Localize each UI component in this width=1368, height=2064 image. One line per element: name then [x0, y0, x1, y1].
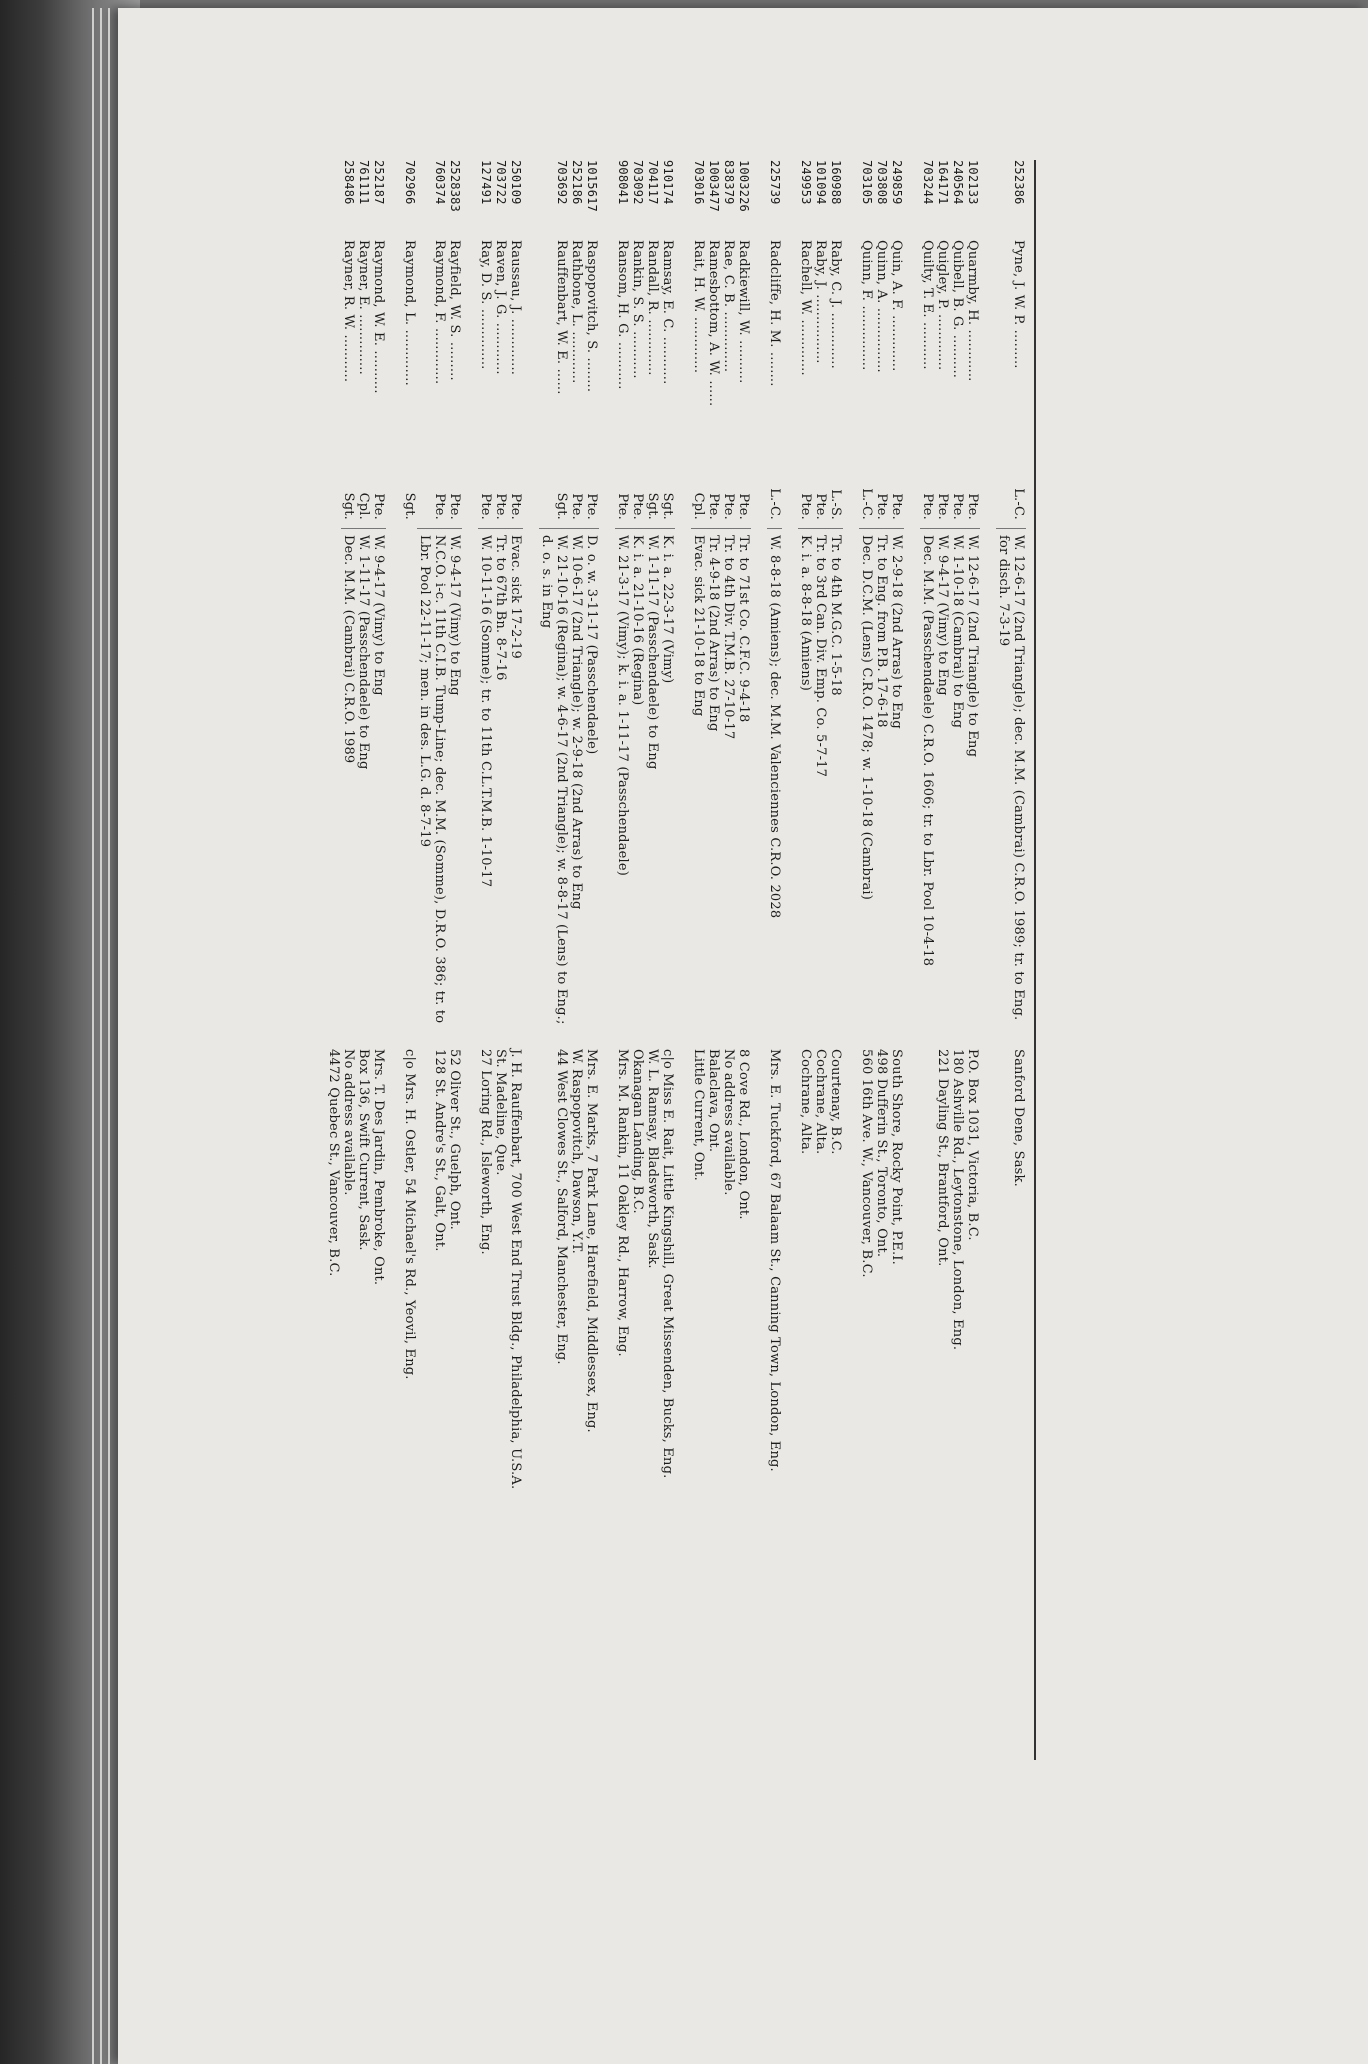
- soldier-name: Rae, C. B. ..............: [721, 240, 736, 373]
- rank: Pte.: [447, 493, 462, 520]
- rank: Pte.: [615, 493, 630, 520]
- regimental-number: 252386: [1012, 160, 1026, 205]
- rank: L.-C.: [767, 488, 782, 520]
- table-row: [402, 160, 417, 1770]
- address: Mrs. E. Marks, 7 Park Lane, Harefield, Middlessex, Eng.: [584, 1049, 599, 1433]
- address: No address available.: [721, 1049, 736, 1196]
- service-record: Tr. 4-9-18 (2nd Arras) to Eng: [706, 528, 721, 1035]
- address: Mrs. M. Rankin, 11 Oakley Rd., Harrow, Eng.: [615, 1049, 630, 1357]
- table-row: [326, 160, 341, 1770]
- table-row: [630, 160, 645, 1770]
- regimental-number: 252187: [372, 160, 386, 205]
- service-record: W. 9-4-17 (Vimy) to Eng: [935, 528, 950, 1035]
- regimental-number: 703105: [860, 160, 874, 205]
- service-record: Tr. to 67th Bn. 8-7-16: [493, 528, 508, 1035]
- service-record: Tr. to 4th M.G.C. 1-5-18: [828, 528, 843, 1035]
- soldier-name: Quinn, A. ...............: [874, 240, 889, 373]
- regimental-number: 1003226: [737, 160, 751, 212]
- service-record: D. o. w. 3-11-17 (Passchendaele): [584, 528, 599, 1035]
- rank: Pte.: [508, 493, 523, 520]
- rank: Pte.: [736, 493, 751, 520]
- table-row: [950, 160, 965, 1770]
- address: No address available.: [341, 1049, 356, 1196]
- roster-rows: [326, 160, 1026, 1770]
- soldier-name: Raussau, J. .............: [508, 240, 523, 376]
- service-record: N.C.O. i-c. 11th C.I.B. Tump-Line; dec. M.M. (Somme), D.R.O. 386; tr. to Lbr. Pool 22-11-17; men. in des. L.G. d. 8-7-19: [417, 528, 447, 1035]
- regimental-number: 2528383: [448, 160, 462, 212]
- table-row: [996, 160, 1026, 1770]
- table-row: [920, 160, 935, 1770]
- regimental-number: 160988: [829, 160, 843, 205]
- soldier-name: Quilty, T. E. ...........: [920, 240, 935, 370]
- table-row: [569, 160, 584, 1770]
- service-record: W. 9-4-17 (Vimy) to Eng: [371, 528, 386, 1035]
- address: 8 Cove Rd., London, Ont.: [736, 1049, 751, 1220]
- regimental-number: 908041: [616, 160, 630, 205]
- address: Mrs. E. Tuckford, 67 Balaam St., Canning Town, London, Eng.: [767, 1049, 782, 1472]
- soldier-name: Raspopovitch, S. ........: [584, 240, 599, 393]
- table-row: [341, 160, 356, 1770]
- service-record: W. 2-9-18 (2nd Arras) to Eng: [889, 528, 904, 1035]
- address: c|o Mrs. H. Ostler, 54 Michael's Rd., Yeovil, Eng.: [402, 1049, 417, 1380]
- regimental-number: 258486: [342, 160, 356, 205]
- soldier-name: Ramesbottom, A. W. ......: [706, 240, 721, 407]
- soldier-name: Rathbone, L. ............: [569, 240, 584, 384]
- address: 52 Oliver St., Guelph, Ont.: [447, 1049, 462, 1230]
- regimental-number: 910174: [661, 160, 675, 205]
- regimental-number: 760374: [433, 160, 447, 205]
- regimental-number: 101094: [814, 160, 828, 205]
- address: 180 Ashville Rd., Leytonstone, London, Eng.: [950, 1049, 965, 1351]
- address: Okanagan Landing, B.C.: [630, 1049, 645, 1214]
- table-row: [965, 160, 980, 1770]
- service-record: Tr. to Eng. from P.B. 17-6-18: [874, 528, 889, 1035]
- service-record: Tr. to 3rd Can. Div. Emp. Co. 5-7-17: [813, 528, 828, 1035]
- table-row: [493, 160, 508, 1770]
- rank: Pte.: [920, 493, 935, 520]
- table-row: [798, 160, 813, 1770]
- table-row: [478, 160, 493, 1770]
- address: Sanford Dene, Sask.: [1011, 1049, 1026, 1187]
- rank: Pte.: [950, 493, 965, 520]
- address: 498 Dufferin St., Toronto, Ont.: [874, 1049, 889, 1258]
- table-row: [828, 160, 843, 1770]
- soldier-name: Rayner, R. W. ...........: [341, 240, 356, 383]
- soldier-name: Rait, H. W. .............: [691, 240, 706, 374]
- table-row: [584, 160, 599, 1770]
- rank: Sgt.: [645, 492, 660, 520]
- table-row: [859, 160, 874, 1770]
- soldier-name: Ransom, H. G. ...........: [615, 240, 630, 390]
- table-row: [874, 160, 889, 1770]
- regimental-number: 703244: [921, 160, 935, 205]
- soldier-name: Quarmby, H. ............: [965, 240, 980, 382]
- rank: Pte.: [706, 493, 721, 520]
- rank: Pte.: [965, 493, 980, 520]
- rank: Pte.: [798, 493, 813, 520]
- rank: Pte.: [889, 493, 904, 520]
- soldier-name: Raven, J. G. ............: [493, 240, 508, 375]
- soldier-name: Raby, C. J. .............: [828, 240, 843, 369]
- service-record: W. 8-8-18 (Amiens); dec. M.M. Valenciennes C.R.O. 2028: [767, 528, 782, 1035]
- soldier-name: Rayfield, W. S. .........: [447, 240, 462, 381]
- soldier-name: Pyne, J. W. P. .........: [1011, 240, 1026, 369]
- table-row: [736, 160, 751, 1770]
- regimental-number: 1003477: [707, 160, 721, 212]
- address: Balaclava, Ont.: [706, 1049, 721, 1153]
- regimental-number: 102133: [966, 160, 980, 205]
- table-row: [889, 160, 904, 1770]
- soldier-name: Rauffenbart, W. E. ......: [554, 240, 569, 395]
- regimental-number: 702966: [403, 160, 417, 205]
- regimental-number: 249953: [799, 160, 813, 205]
- address: Box 136, Swift Current, Sask.: [356, 1049, 371, 1251]
- regimental-number: 249859: [890, 160, 904, 205]
- address: 27 Loring Rd., Isleworth, Eng.: [478, 1049, 493, 1255]
- soldier-name: Quigley, P. .............: [935, 240, 950, 371]
- soldier-name: Raymond, F. .............: [432, 240, 447, 385]
- rank: Pte.: [493, 493, 508, 520]
- regimental-number: 164171: [936, 160, 950, 205]
- regimental-number: 703722: [494, 160, 508, 205]
- rank: Cpl.: [356, 492, 371, 520]
- service-record: K. i. a. 21-10-16 (Regina): [630, 528, 645, 1035]
- service-record: W. 10-11-16 (Somme); tr. to 11th C.L.T.M.B. 1-10-17: [478, 528, 493, 1035]
- service-record: W. 1-10-18 (Cambrai) to Eng: [950, 528, 965, 1035]
- rank: Sgt.: [402, 492, 417, 520]
- soldier-name: Ray, D. S. ..............: [478, 240, 493, 370]
- soldier-name: Ramsay, E. C. ...........: [660, 240, 675, 385]
- table-row: [706, 160, 721, 1770]
- top-rule: [1034, 160, 1036, 1760]
- regimental-number: 703016: [692, 160, 706, 205]
- address: Cochrane, Alta.: [798, 1049, 813, 1155]
- rank: Sgt.: [660, 492, 675, 520]
- table-row: [813, 160, 828, 1770]
- rank: L.-C.: [1011, 488, 1026, 520]
- soldier-name: Raymond, W. E. ..........: [371, 240, 386, 394]
- address: 221 Dayling St., Brantford, Ont.: [935, 1049, 950, 1267]
- address: St. Madeline, Que.: [493, 1049, 508, 1176]
- service-record: Tr. to 4th Div. T.M.B. 27-10-17: [721, 528, 736, 1035]
- service-record: W. 9-4-17 (Vimy) to Eng: [447, 528, 462, 1035]
- regimental-number: 1015617: [585, 160, 599, 212]
- rank: Pte.: [569, 493, 584, 520]
- table-row: [660, 160, 675, 1770]
- table-row: [615, 160, 630, 1770]
- service-record: Evac. sick 21-10-18 to Eng: [691, 528, 706, 1035]
- service-record: W. 21-3-17 (Vimy); k. i. a. 1-11-17 (Passchendaele): [615, 528, 630, 1035]
- rank: Pte.: [371, 493, 386, 520]
- address: c|o Miss E. Rait, Little Kingshill, Great Missenden, Bucks, Eng.: [660, 1049, 675, 1479]
- soldier-name: Quin, A. F. .............: [889, 240, 904, 372]
- regimental-number: 703808: [875, 160, 889, 205]
- rank: Pte.: [813, 493, 828, 520]
- address: W. Raspopovitch, Dawson, Y.T.: [569, 1049, 584, 1254]
- soldier-name: Radcliffe, H. M. ........: [767, 240, 782, 387]
- address: 44 West Clowes St., Salford, Manchester, Eng.: [554, 1049, 569, 1365]
- service-record: Tr. to 71st Co. C.F.C. 9-4-18: [736, 528, 751, 1035]
- regimental-number: 225739: [768, 160, 782, 205]
- roster-table: [260, 40, 1040, 1770]
- table-row: [356, 160, 371, 1770]
- table-row: [721, 160, 736, 1770]
- rank: Sgt.: [341, 492, 356, 520]
- table-row: [935, 160, 950, 1770]
- service-record: W. 21-10-16 (Regina); w. 4-6-17 (2nd Triangle); w. 8-8-17 (Lens) to Eng.; d. o. s. in Eng: [539, 528, 569, 1035]
- service-record: W. 10-6-17 (2nd Triangle); w. 2-9-18 (2nd Arras) to Eng: [569, 528, 584, 1035]
- rank: Pte.: [721, 493, 736, 520]
- rank: Pte.: [432, 493, 447, 520]
- soldier-name: Rachell, W. .............: [798, 240, 813, 376]
- address: Cochrane, Alta.: [813, 1049, 828, 1155]
- rank: Sgt.: [554, 492, 569, 520]
- rank: L.-C.: [859, 488, 874, 520]
- address: Mrs. T. Des Jardin, Pembroke, Ont.: [371, 1049, 386, 1286]
- service-record: Dec. M.M. (Passchendaele) C.R.O. 1606; tr. to Lbr. Pool 10-4-18: [920, 528, 935, 1035]
- service-record: Dec. M.M. (Cambrai) C.R.O. 1989: [341, 528, 356, 1035]
- soldier-name: Quinn, F. ...............: [859, 240, 874, 371]
- service-record: Dec. D.C.M. (Lens) C.R.O. 1478; w. 1-10-18 (Cambrai): [859, 528, 874, 1035]
- table-row: [539, 160, 569, 1770]
- service-record: K. i. a. 22-3-17 (Vimy): [660, 528, 675, 1035]
- rank: Pte.: [630, 493, 645, 520]
- regimental-number: 704117: [646, 160, 660, 205]
- table-row: [447, 160, 462, 1770]
- address: Courtenay, B.C.: [828, 1049, 843, 1155]
- address: J. H. Rauffenbart, 700 West End Trust Bldg., Philadelphia, U.S.A.: [508, 1049, 523, 1490]
- rank: Cpl.: [691, 492, 706, 520]
- address: South Shore, Rocky Point, P.E.I.: [889, 1049, 904, 1265]
- regimental-number: 703692: [555, 160, 569, 205]
- soldier-name: Rankin, S. S. ...........: [630, 240, 645, 379]
- soldier-name: Raymond, L. .............: [402, 240, 417, 386]
- regimental-number: 240564: [951, 160, 965, 205]
- soldier-name: Randall, R. .............: [645, 240, 660, 376]
- table-row: [767, 160, 782, 1770]
- rank: Pte.: [874, 493, 889, 520]
- service-record: W. 1-11-17 (Passchendaele) to Eng: [645, 528, 660, 1035]
- address: W. L. Ramsay, Bladsworth, Sask.: [645, 1049, 660, 1269]
- address: 128 St. Andre's St., Galt, Ont.: [432, 1049, 447, 1252]
- soldier-name: Rayner, E. ..............: [356, 240, 371, 375]
- address: Little Current, Ont.: [691, 1049, 706, 1181]
- rank: L.-S.: [828, 489, 843, 520]
- table-row: [645, 160, 660, 1770]
- soldier-name: Raby, J. ................: [813, 240, 828, 364]
- regimental-number: 838379: [722, 160, 736, 205]
- table-row: [417, 160, 447, 1770]
- regimental-number: 252186: [570, 160, 584, 205]
- rank: Pte.: [478, 493, 493, 520]
- service-record: W. 12-6-17 (2nd Triangle) to Eng: [965, 528, 980, 1035]
- service-record: K. i. a. 8-8-18 (Amiens): [798, 528, 813, 1035]
- address: 560 16th Ave. W., Vancouver, B.C.: [859, 1049, 874, 1278]
- rank: Pte.: [584, 493, 599, 520]
- table-row: [371, 160, 386, 1770]
- regimental-number: 250109: [509, 160, 523, 205]
- soldier-name: Radkiewill, W. ..........: [736, 240, 751, 384]
- regimental-number: 761111: [357, 160, 371, 205]
- rank: Pte.: [935, 493, 950, 520]
- regimental-number: 703092: [631, 160, 645, 205]
- service-record: Evac. sick 17-2-19: [508, 528, 523, 1035]
- address: P.O. Box 1031, Victoria, B.C.: [965, 1049, 980, 1241]
- table-row: [691, 160, 706, 1770]
- regimental-number: 127491: [479, 160, 493, 205]
- soldier-name: Quibell, B. G. ..........: [950, 240, 965, 379]
- service-record: W. 12-6-17 (2nd Triangle); dec. M.M. (Cambrai) C.R.O. 1989; tr. to Eng. for disch. 7-3-19: [996, 528, 1026, 1035]
- table-row: [508, 160, 523, 1770]
- service-record: W. 1-11-17 (Passchendaele) to Eng: [356, 528, 371, 1035]
- address: 4472 Quebec St., Vancouver, B.C.: [326, 1049, 341, 1277]
